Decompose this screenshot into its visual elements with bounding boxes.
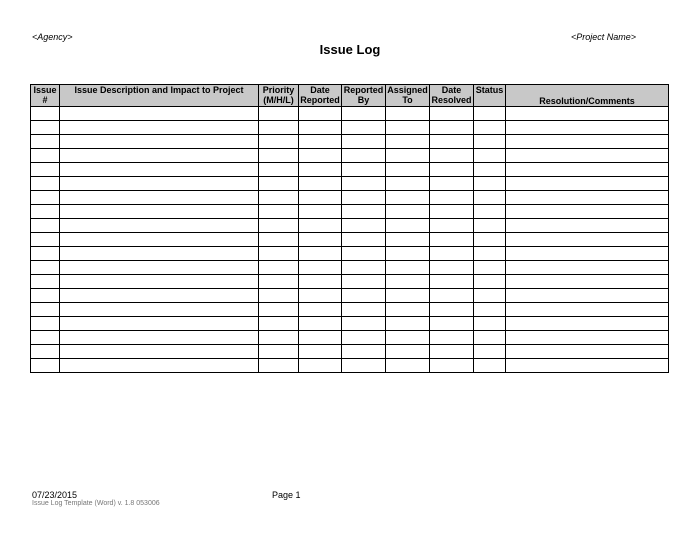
- table-row: [31, 177, 669, 191]
- cell-description[interactable]: [60, 205, 259, 219]
- table-row: [31, 205, 669, 219]
- cell-assigned-to[interactable]: [386, 317, 430, 331]
- cell-date-resolved[interactable]: [430, 163, 474, 177]
- cell-resolution[interactable]: [506, 359, 669, 373]
- footer-template-version: Issue Log Template (Word) v. 1.8 053006: [32, 500, 160, 507]
- agency-placeholder: <Agency>: [32, 32, 73, 42]
- table-row: [31, 275, 669, 289]
- table-row: [31, 233, 669, 247]
- cell-date-reported[interactable]: [299, 219, 342, 233]
- cell-issue-no[interactable]: [31, 205, 60, 219]
- table-row: [31, 247, 669, 261]
- cell-date-reported[interactable]: [299, 247, 342, 261]
- cell-date-reported[interactable]: [299, 331, 342, 345]
- cell-status[interactable]: [474, 331, 506, 345]
- cell-assigned-to[interactable]: [386, 247, 430, 261]
- cell-issue-no[interactable]: [31, 107, 60, 121]
- cell-date-reported[interactable]: [299, 261, 342, 275]
- cell-priority[interactable]: [259, 233, 299, 247]
- table-row: [31, 191, 669, 205]
- cell-assigned-to[interactable]: [386, 121, 430, 135]
- cell-description[interactable]: [60, 331, 259, 345]
- table-row: [31, 345, 669, 359]
- cell-reported-by[interactable]: [342, 247, 386, 261]
- cell-date-reported[interactable]: [299, 205, 342, 219]
- cell-issue-no[interactable]: [31, 345, 60, 359]
- cell-assigned-to[interactable]: [386, 149, 430, 163]
- cell-date-resolved[interactable]: [430, 317, 474, 331]
- cell-resolution[interactable]: [506, 177, 669, 191]
- cell-assigned-to[interactable]: [386, 177, 430, 191]
- cell-priority[interactable]: [259, 219, 299, 233]
- table-row: [31, 331, 669, 345]
- cell-date-reported[interactable]: [299, 303, 342, 317]
- cell-issue-no[interactable]: [31, 149, 60, 163]
- cell-issue-no[interactable]: [31, 233, 60, 247]
- cell-date-resolved[interactable]: [430, 359, 474, 373]
- cell-assigned-to[interactable]: [386, 135, 430, 149]
- cell-description[interactable]: [60, 219, 259, 233]
- cell-date-reported[interactable]: [299, 163, 342, 177]
- cell-status[interactable]: [474, 289, 506, 303]
- cell-issue-no[interactable]: [31, 121, 60, 135]
- table-row: [31, 303, 669, 317]
- cell-assigned-to[interactable]: [386, 275, 430, 289]
- cell-issue-no[interactable]: [31, 317, 60, 331]
- cell-description[interactable]: [60, 345, 259, 359]
- cell-date-resolved[interactable]: [430, 219, 474, 233]
- footer-page-number: Page 1: [272, 490, 301, 500]
- cell-resolution[interactable]: [506, 219, 669, 233]
- cell-date-reported[interactable]: [299, 317, 342, 331]
- cell-description[interactable]: [60, 163, 259, 177]
- column-header-assigned-to: Assigned To: [387, 85, 428, 105]
- cell-priority[interactable]: [259, 345, 299, 359]
- cell-assigned-to[interactable]: [386, 219, 430, 233]
- cell-issue-no[interactable]: [31, 191, 60, 205]
- cell-description[interactable]: [60, 233, 259, 247]
- cell-date-reported[interactable]: [299, 149, 342, 163]
- cell-priority[interactable]: [259, 261, 299, 275]
- cell-priority[interactable]: [259, 191, 299, 205]
- cell-date-resolved[interactable]: [430, 233, 474, 247]
- cell-description[interactable]: [60, 359, 259, 373]
- cell-priority[interactable]: [259, 163, 299, 177]
- cell-assigned-to[interactable]: [386, 331, 430, 345]
- cell-reported-by[interactable]: [342, 261, 386, 275]
- cell-resolution[interactable]: [506, 345, 669, 359]
- cell-status[interactable]: [474, 177, 506, 191]
- cell-status[interactable]: [474, 135, 506, 149]
- cell-status[interactable]: [474, 275, 506, 289]
- cell-reported-by[interactable]: [342, 121, 386, 135]
- cell-status[interactable]: [474, 303, 506, 317]
- cell-status[interactable]: [474, 107, 506, 121]
- cell-reported-by[interactable]: [342, 107, 386, 121]
- cell-resolution[interactable]: [506, 317, 669, 331]
- cell-status[interactable]: [474, 317, 506, 331]
- cell-resolution[interactable]: [506, 121, 669, 135]
- column-header-date-reported: Date Reported: [300, 85, 340, 105]
- cell-priority[interactable]: [259, 107, 299, 121]
- cell-resolution[interactable]: [506, 149, 669, 163]
- table-header-row: [31, 85, 669, 107]
- cell-reported-by[interactable]: [342, 135, 386, 149]
- cell-issue-no[interactable]: [31, 219, 60, 233]
- cell-assigned-to[interactable]: [386, 163, 430, 177]
- cell-date-resolved[interactable]: [430, 135, 474, 149]
- cell-description[interactable]: [60, 135, 259, 149]
- cell-status[interactable]: [474, 345, 506, 359]
- cell-assigned-to[interactable]: [386, 303, 430, 317]
- column-header-status: Status: [474, 85, 506, 107]
- cell-reported-by[interactable]: [342, 149, 386, 163]
- cell-resolution[interactable]: [506, 303, 669, 317]
- cell-priority[interactable]: [259, 205, 299, 219]
- cell-assigned-to[interactable]: [386, 205, 430, 219]
- cell-description[interactable]: [60, 107, 259, 121]
- cell-status[interactable]: [474, 219, 506, 233]
- cell-date-reported[interactable]: [299, 289, 342, 303]
- cell-date-reported[interactable]: [299, 177, 342, 191]
- cell-date-resolved[interactable]: [430, 191, 474, 205]
- cell-reported-by[interactable]: [342, 303, 386, 317]
- cell-description[interactable]: [60, 317, 259, 331]
- cell-reported-by[interactable]: [342, 345, 386, 359]
- cell-status[interactable]: [474, 149, 506, 163]
- page-title: Issue Log: [319, 42, 381, 57]
- footer-date: 07/23/2015: [32, 490, 78, 500]
- cell-reported-by[interactable]: [342, 177, 386, 191]
- cell-date-resolved[interactable]: [430, 261, 474, 275]
- cell-reported-by[interactable]: [342, 163, 386, 177]
- cell-resolution[interactable]: [506, 107, 669, 121]
- cell-resolution[interactable]: [506, 205, 669, 219]
- cell-issue-no[interactable]: [31, 275, 60, 289]
- cell-assigned-to[interactable]: [386, 345, 430, 359]
- cell-resolution[interactable]: [506, 331, 669, 345]
- cell-reported-by[interactable]: [342, 331, 386, 345]
- column-header-priority: Priority (M/H/L): [259, 85, 299, 107]
- cell-issue-no[interactable]: [31, 177, 60, 191]
- table-row: [31, 289, 669, 303]
- cell-priority[interactable]: [259, 317, 299, 331]
- cell-resolution[interactable]: [506, 163, 669, 177]
- cell-status[interactable]: [474, 163, 506, 177]
- cell-priority[interactable]: [259, 331, 299, 345]
- cell-date-resolved[interactable]: [430, 149, 474, 163]
- issue-log-body: [31, 107, 669, 373]
- cell-description[interactable]: [60, 191, 259, 205]
- cell-status[interactable]: [474, 247, 506, 261]
- cell-reported-by[interactable]: [342, 359, 386, 373]
- cell-priority[interactable]: [259, 303, 299, 317]
- cell-priority[interactable]: [259, 177, 299, 191]
- cell-priority[interactable]: [259, 135, 299, 149]
- table-row: [31, 359, 669, 373]
- cell-date-resolved[interactable]: [430, 275, 474, 289]
- cell-description[interactable]: [60, 121, 259, 135]
- cell-description[interactable]: [60, 247, 259, 261]
- cell-description[interactable]: [60, 275, 259, 289]
- cell-status[interactable]: [474, 205, 506, 219]
- cell-status[interactable]: [474, 191, 506, 205]
- cell-assigned-to[interactable]: [386, 191, 430, 205]
- cell-date-resolved[interactable]: [430, 289, 474, 303]
- cell-date-resolved[interactable]: [430, 247, 474, 261]
- cell-date-reported[interactable]: [299, 275, 342, 289]
- cell-priority[interactable]: [259, 247, 299, 261]
- issue-log-table: [30, 84, 669, 373]
- cell-priority[interactable]: [259, 275, 299, 289]
- cell-date-resolved[interactable]: [430, 107, 474, 121]
- cell-description[interactable]: [60, 289, 259, 303]
- cell-date-reported[interactable]: [299, 233, 342, 247]
- table-row: [31, 135, 669, 149]
- cell-resolution[interactable]: [506, 233, 669, 247]
- cell-issue-no[interactable]: [31, 247, 60, 261]
- cell-resolution[interactable]: [506, 247, 669, 261]
- cell-description[interactable]: [60, 261, 259, 275]
- cell-reported-by[interactable]: [342, 191, 386, 205]
- cell-assigned-to[interactable]: [386, 261, 430, 275]
- cell-assigned-to[interactable]: [386, 359, 430, 373]
- cell-date-resolved[interactable]: [430, 177, 474, 191]
- cell-date-reported[interactable]: [299, 121, 342, 135]
- cell-status[interactable]: [474, 261, 506, 275]
- cell-priority[interactable]: [259, 289, 299, 303]
- cell-resolution[interactable]: [506, 289, 669, 303]
- cell-reported-by[interactable]: [342, 289, 386, 303]
- cell-date-resolved[interactable]: [430, 121, 474, 135]
- table-row: [31, 261, 669, 275]
- cell-reported-by[interactable]: [342, 275, 386, 289]
- cell-resolution[interactable]: [506, 275, 669, 289]
- cell-date-resolved[interactable]: [430, 345, 474, 359]
- cell-issue-no[interactable]: [31, 289, 60, 303]
- cell-resolution[interactable]: [506, 261, 669, 275]
- cell-issue-no[interactable]: [31, 135, 60, 149]
- cell-date-reported[interactable]: [299, 191, 342, 205]
- project-name-placeholder: <Project Name>: [570, 32, 636, 42]
- cell-issue-no[interactable]: [31, 163, 60, 177]
- cell-date-resolved[interactable]: [430, 205, 474, 219]
- column-header-date-resolved: Date Resolved: [431, 85, 472, 105]
- table-row: [31, 219, 669, 233]
- cell-resolution[interactable]: [506, 191, 669, 205]
- cell-reported-by[interactable]: [342, 219, 386, 233]
- table-row: [31, 107, 669, 121]
- cell-date-resolved[interactable]: [430, 303, 474, 317]
- cell-reported-by[interactable]: [342, 205, 386, 219]
- cell-description[interactable]: [60, 303, 259, 317]
- cell-assigned-to[interactable]: [386, 107, 430, 121]
- cell-priority[interactable]: [259, 121, 299, 135]
- cell-status[interactable]: [474, 359, 506, 373]
- column-header-issue-number: Issue #: [31, 85, 60, 107]
- table-row: [31, 149, 669, 163]
- cell-priority[interactable]: [259, 359, 299, 373]
- column-header-resolution: Resolution/Comments: [506, 85, 669, 107]
- cell-date-reported[interactable]: [299, 107, 342, 121]
- cell-reported-by[interactable]: [342, 317, 386, 331]
- cell-status[interactable]: [474, 233, 506, 247]
- table-row: [31, 121, 669, 135]
- cell-issue-no[interactable]: [31, 303, 60, 317]
- cell-assigned-to[interactable]: [386, 289, 430, 303]
- cell-date-reported[interactable]: [299, 135, 342, 149]
- cell-issue-no[interactable]: [31, 331, 60, 345]
- cell-issue-no[interactable]: [31, 359, 60, 373]
- cell-description[interactable]: [60, 149, 259, 163]
- cell-date-resolved[interactable]: [430, 331, 474, 345]
- table-row: [31, 317, 669, 331]
- cell-status[interactable]: [474, 121, 506, 135]
- cell-description[interactable]: [60, 177, 259, 191]
- cell-priority[interactable]: [259, 149, 299, 163]
- column-header-description: Issue Description and Impact to Project: [60, 85, 259, 107]
- cell-date-reported[interactable]: [299, 359, 342, 373]
- cell-reported-by[interactable]: [342, 233, 386, 247]
- cell-date-reported[interactable]: [299, 345, 342, 359]
- cell-resolution[interactable]: [506, 135, 669, 149]
- column-header-reported-by: Reported By: [342, 85, 386, 107]
- table-row: [31, 163, 669, 177]
- cell-assigned-to[interactable]: [386, 233, 430, 247]
- cell-issue-no[interactable]: [31, 261, 60, 275]
